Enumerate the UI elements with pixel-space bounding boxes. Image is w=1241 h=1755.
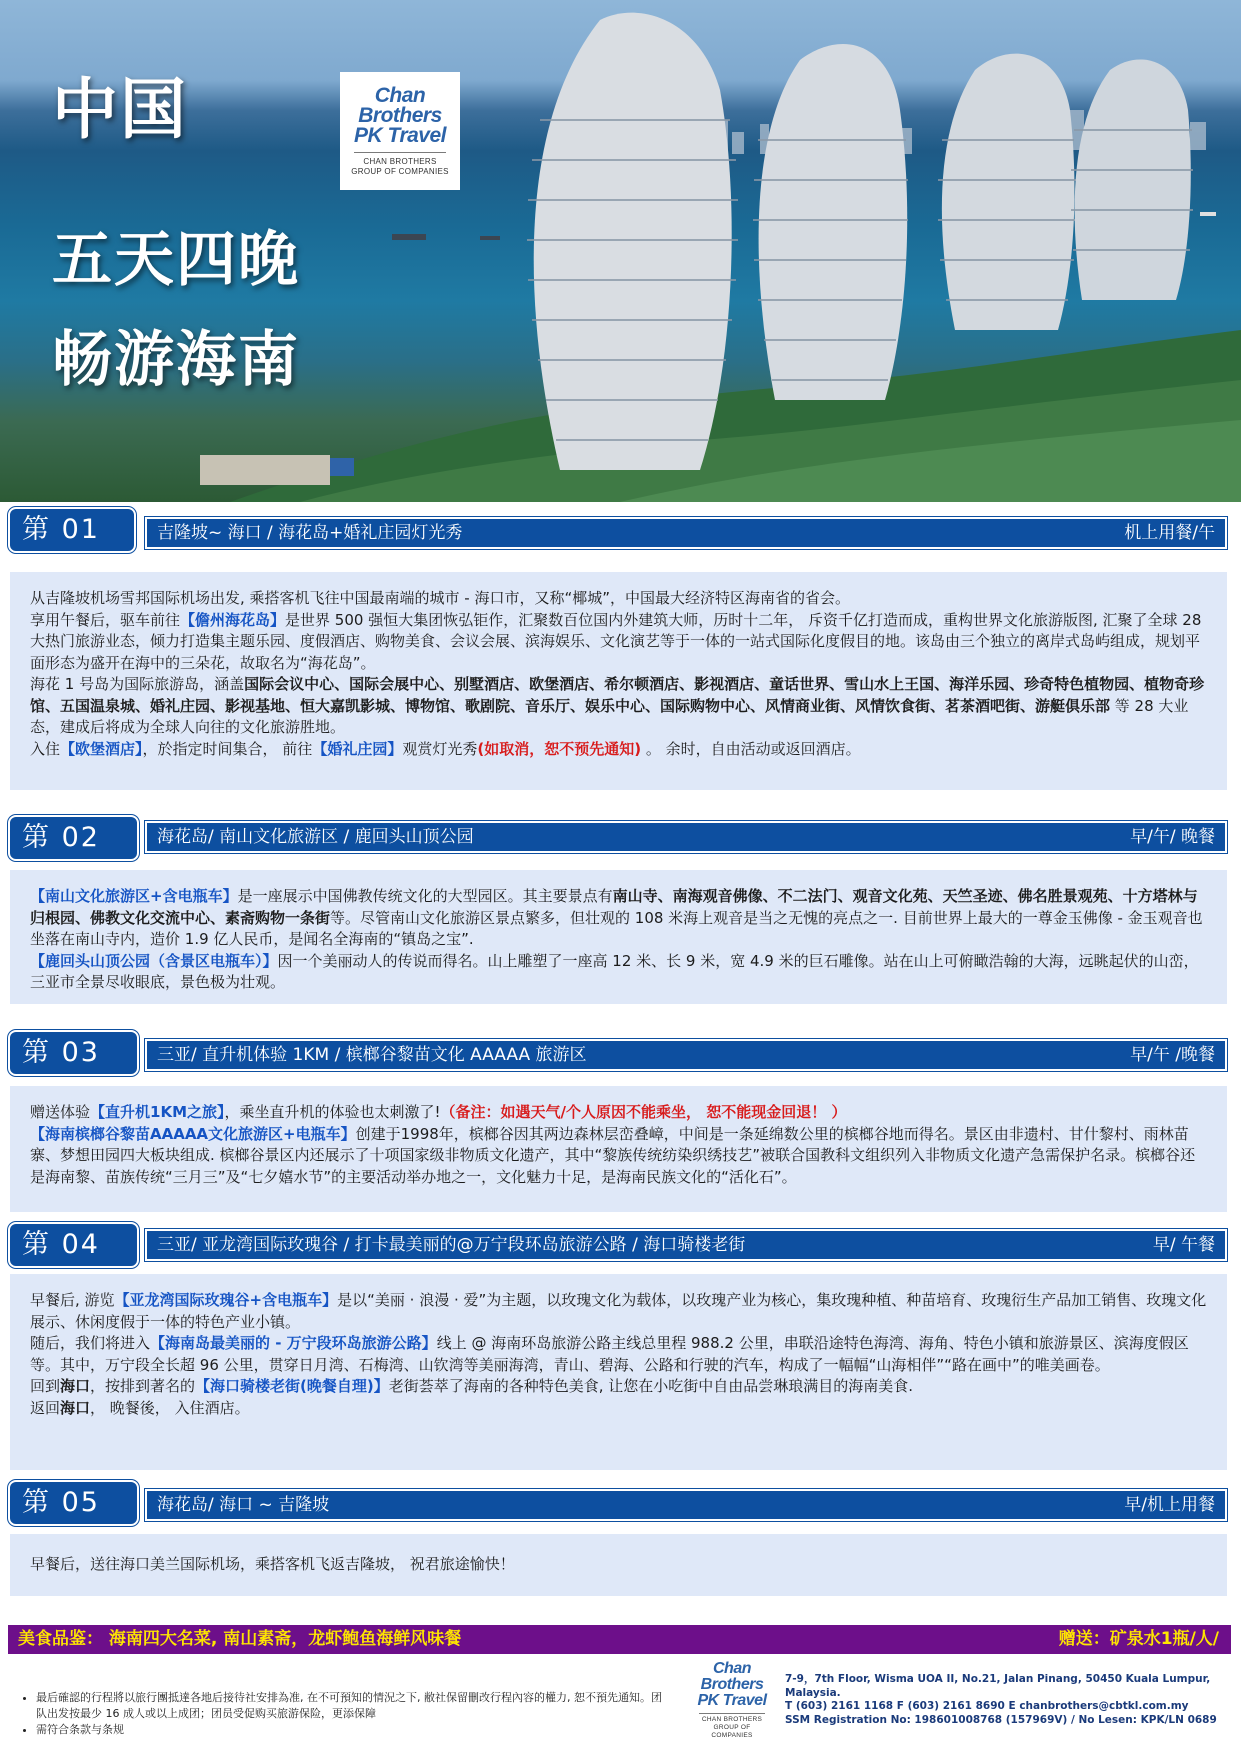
day-bar-2 xyxy=(145,821,1227,853)
itinerary-paragraph xyxy=(30,1554,1209,1576)
attraction-name: 【儋州海花岛】 xyxy=(180,610,286,629)
terms-note: • 需符合条款与条规 xyxy=(36,1722,662,1738)
day-bar-1 xyxy=(145,517,1227,549)
logo-divider xyxy=(354,152,446,153)
day-meals-4: 早/ 午餐 xyxy=(1152,1235,1215,1255)
paragraph-text: ，於指定时间集合， 前往 xyxy=(142,739,313,758)
itinerary-paragraph xyxy=(30,1124,1209,1189)
paragraph-text: 随后，我们将进入 xyxy=(30,1334,151,1352)
food-highlight-text: 美食品鉴： 海南四大名菜, 南山素斋，龙虾鲍鱼海鲜风味餐 xyxy=(18,1629,462,1649)
day-tab-5: 第 05 xyxy=(8,1480,139,1526)
attraction-name: 【海南岛最美丽的 - 万宁段环岛旅游公路】 xyxy=(150,1334,437,1352)
footer-address: 7-9，7th Floor, Wisma UOA II, No.21, Jalan Pinang, 50450 Kuala Lumpur, Malaysia. xyxy=(785,1673,1211,1699)
itinerary-paragraph xyxy=(30,1333,1209,1376)
itinerary-paragraph xyxy=(30,1376,1209,1398)
day-route-2: 海花岛/ 南山文化旅游区 / 鹿回头山顶公园 xyxy=(157,827,474,847)
itinerary-paragraph xyxy=(30,886,1209,951)
day-tab-2: 第 02 xyxy=(8,815,139,861)
day-bar-3 xyxy=(145,1039,1227,1071)
paragraph-text: 海花 1 号岛为国际旅游岛，涵盖 xyxy=(30,675,245,693)
day-bar-4 xyxy=(145,1229,1227,1261)
paragraph-text: 等 28 大业态，建成后将成为全球人向往的文化旅游胜地。 xyxy=(30,696,1189,736)
paragraph-text: 享用午餐后，驱车前往 xyxy=(30,610,181,629)
attraction-name: 【海南槟榔谷黎苗AAAAA文化旅游区+电瓶车】 xyxy=(30,1124,356,1143)
day-meals-1: 机上用餐/午 xyxy=(1124,523,1215,543)
itinerary-paragraph xyxy=(30,588,1209,610)
paragraph-text: 因一个美丽动人的传说而得名。山上雕塑了一座高 12 米、长 9 米，宽 4.9 米的巨石雕像。站在山上可俯瞰浩翰的大海，远眺起伏的山峦，三亚市全景尽收眼底，景色极为壮观。 xyxy=(30,951,1199,991)
logo-sub2: GROUP OF COMPANIES xyxy=(351,167,449,176)
paragraph-text: 回到 xyxy=(30,1377,61,1395)
terms-notes xyxy=(22,1690,662,1738)
paragraph-text: 入住 xyxy=(30,739,61,758)
paragraph-text: ，乘坐直升机的体验也太刺激了! xyxy=(224,1103,441,1121)
itinerary-paragraph xyxy=(30,951,1209,994)
food-highlight-bar xyxy=(8,1625,1231,1654)
paragraph-text: 是一座展示中国佛教传统文化的大型园区。其主要景点有 xyxy=(237,887,613,905)
day-body-3 xyxy=(10,1086,1227,1212)
paragraph-text: 从吉隆坡机场雪邦国际机场出发, 乘搭客机飞往中国最南端的城市 - 海口市，又称“椰城”，中国最大经济特区海南省的省会。 xyxy=(30,589,851,607)
attraction-name: 【亚龙湾国际玫瑰谷+含电瓶车】 xyxy=(114,1291,338,1309)
attraction-name: 【婚礼庄园】 xyxy=(312,739,403,758)
paragraph-text: 返回 xyxy=(30,1398,61,1417)
day-body-1 xyxy=(10,572,1227,790)
footer-logo-line1: Chan xyxy=(713,1660,751,1677)
paragraph-text: 赠送体验 xyxy=(30,1103,91,1121)
paragraph-text: 等。尽管南山文化旅游区景点繁多，但壮观的 108 米海上观音是当之无愧的亮点之一. 目前世界上最大的一尊金玉佛像 - 金玉观音也坐落在南山寺内，造价 1.9 亿人民币，是闻名全海南的“镇岛之宝”. xyxy=(30,908,1203,948)
itinerary-paragraph xyxy=(30,610,1209,675)
footer-logo-sub1: CHAN BROTHERS xyxy=(701,1716,763,1723)
emphasis-text: 海口 xyxy=(60,1398,91,1417)
day-route-4: 三亚/ 亚龙湾国际玫瑰谷 / 打卡最美丽的@万宁段环岛旅游公路 / 海口骑楼老街 xyxy=(157,1235,746,1255)
footer-phone: T (603) 2161 1168 F (603) 2161 8690 E chanbrothers@cbtkl.com.my xyxy=(785,1700,1189,1712)
attraction-name: 【直升机1KM之旅】 xyxy=(90,1103,225,1121)
day-bar-5 xyxy=(145,1489,1227,1521)
attraction-name: 【南山文化旅游区+含电瓶车】 xyxy=(30,887,238,905)
day-body-2 xyxy=(10,870,1227,1004)
attraction-name: 【欧堡酒店】 xyxy=(60,739,143,758)
footer-logo-line2: Brothers xyxy=(700,1676,764,1693)
day-route-3: 三亚/ 直升机体验 1KM / 槟榔谷黎苗文化 AAAAA 旅游区 xyxy=(157,1045,587,1065)
paragraph-text: 观赏灯光秀 xyxy=(402,739,478,758)
hero-country: 中国 xyxy=(52,71,188,148)
paragraph-text: 是以“美丽 · 浪漫 · 爱”为主题，以玫瑰文化为载体，以玫瑰产业为核心，集玫瑰种植、种苗培育、玫瑰衍生产品加工销售、玫瑰文化展示、休闲度假于一体的特色产业小镇。 xyxy=(30,1291,1207,1331)
day-body-4 xyxy=(10,1274,1227,1470)
day-meals-5: 早/机上用餐 xyxy=(1124,1495,1215,1515)
footer-logo xyxy=(692,1661,772,1740)
footer-contact xyxy=(785,1673,1241,1727)
terms-note: • 最后確認的行程將以旅行團抵達各地后接待社安排為准, 在不可預知的情況之下, 敝社保留刪改行程內容的權力, 恕不預先通知。团队出发按最少 16 成人或以上成团；团员受促购买旅游保险，更添保障 xyxy=(36,1690,662,1722)
day-body-5 xyxy=(10,1534,1227,1596)
paragraph-text: 早餐后, 游览 xyxy=(30,1291,115,1309)
itinerary-paragraph xyxy=(30,739,1209,761)
paragraph-text: 早餐后，送往海口美兰国际机场，乘搭客机飞返吉隆坡， 祝君旅途愉快！ xyxy=(30,1555,515,1573)
footer-registration: SSM Registration No: 198601008768 (157969V) / No Lesen: KPK/LN 0689 xyxy=(785,1713,1217,1726)
notice-text: （备注：如遇天气/个人原因不能乘坐， 恕不能现金回退！ ） xyxy=(440,1103,847,1121)
paragraph-text: 是世界 500 强恒大集团恢弘钜作，汇聚数百位国内外建筑大师，历时十二年， 斥资千亿打造而成，重构世界文化旅游版图, 汇聚了全球 28 大热门旅游业态，倾力打造集主题乐园、度假酒店、购物美食、会议会展、滨海娱乐、文化演艺等于一体的一站式国际化度假目的地。该岛由三个独立的离岸式岛屿组成，规划平面形态为盛开在海中的三朵花，故取名为“海花岛”。 xyxy=(30,610,1202,672)
paragraph-text: ，按排到著名的 xyxy=(90,1377,196,1395)
hero-banner xyxy=(0,0,1241,502)
day-route-1: 吉隆坡~ 海口 / 海花岛+婚礼庄园灯光秀 xyxy=(157,523,463,543)
day-route-5: 海花岛/ 海口 ~ 吉隆坡 xyxy=(157,1495,330,1515)
day-tab-4: 第 04 xyxy=(8,1222,139,1268)
footer-logo-divider xyxy=(699,1713,765,1714)
itinerary-paragraph xyxy=(30,1398,1209,1420)
notice-text: (如取消，恕不预先通知) xyxy=(477,739,642,758)
paragraph-text: ， 晚餐後， 入住酒店。 xyxy=(90,1398,250,1417)
emphasis-text: 海口 xyxy=(60,1377,91,1395)
day-tab-3: 第 03 xyxy=(8,1030,139,1076)
logo-line1: Chan xyxy=(374,84,426,107)
day-meals-2: 早/午/ 晚餐 xyxy=(1130,827,1215,847)
day-meals-3: 早/午 /晚餐 xyxy=(1130,1045,1215,1065)
paragraph-text: 线上 @ 海南环岛旅游公路主线总里程 988.2 公里，串联沿途特色海湾、海角、特色小镇和旅游景区、滨海度假区等。其中，万宁段全长超 96 公里，贯穿日月湾、石梅湾、山钦湾等美丽海湾，青山、碧海、公路和行驶的汽车，构成了一幅幅“山海相伴”“路在画中”的唯美画卷。 xyxy=(30,1334,1189,1374)
emphasis-text: 南山寺、南海观音佛像、不二法门、观音文化苑、天竺圣迹、佛名胜景观苑、十方塔林与归根园、佛教文化交流中心、素斋购物一条街 xyxy=(30,887,1198,927)
logo-sub1: CHAN BROTHERS xyxy=(363,157,437,166)
itinerary-paragraph xyxy=(30,674,1209,739)
paragraph-text: 老街荟萃了海南的各种特色美食, 让您在小吃街中自由品尝琳琅满目的海南美食. xyxy=(388,1377,914,1395)
attraction-name: 【鹿回头山顶公园（含景区电瓶车）】 xyxy=(30,951,278,970)
emphasis-text: 国际会议中心、国际会展中心、别墅酒店、欧堡酒店、希尔顿酒店、影视酒店、童话世界、雪山水上王国、海洋乐园、珍奇特色植物园、植物奇珍馆、五国温泉城、婚礼庄园、影视基地、恒大嘉凯影城、博物馆、歌剧院、音乐厅、娱乐中心、国际购物中心、风情商业街、风情饮食街、茗茶酒吧街、游艇俱乐部 xyxy=(30,675,1205,715)
itinerary-paragraph xyxy=(30,1102,1209,1124)
hero-tour-name: 畅游海南 xyxy=(52,325,300,395)
logo-line2: Brothers xyxy=(358,104,442,127)
logo-line3: PK Travel xyxy=(354,124,446,147)
brand-logo xyxy=(340,72,460,190)
itinerary-paragraph xyxy=(30,1290,1209,1333)
food-gift-text: 赠送：矿泉水1瓶/人/ xyxy=(1058,1629,1219,1649)
footer-logo-sub2: GROUP OF COMPANIES xyxy=(711,1724,753,1739)
footer-logo-line3: PK Travel xyxy=(697,1692,767,1709)
paragraph-text: 。 余时，自由活动或返回酒店。 xyxy=(641,739,861,758)
hero-duration: 五天四晚 xyxy=(52,225,300,295)
paragraph-text: 创建于1998年，槟榔谷因其两边森林层峦叠嶂，中间是一条延绵数公里的槟榔谷地而得名。景区由非遗村、甘什黎村、雨林苗寨、梦想田园四大板块组成. 槟榔谷景区内还展示了十项国家级非物质文化遗产，其中“黎族传统纺染织绣技艺”被联合国教科文组织列入非物质文化遗产急需保护名录。槟榔谷还是海南黎、苗族传统“三月三”及“七夕嬉水节”的主要活动举办地之一，文化魅力十足，是海南民族文化的“活化石”。 xyxy=(30,1124,1196,1186)
attraction-name: 【海口骑楼老街(晚餐自理)】 xyxy=(195,1377,389,1395)
day-tab-1: 第 01 xyxy=(8,507,136,553)
